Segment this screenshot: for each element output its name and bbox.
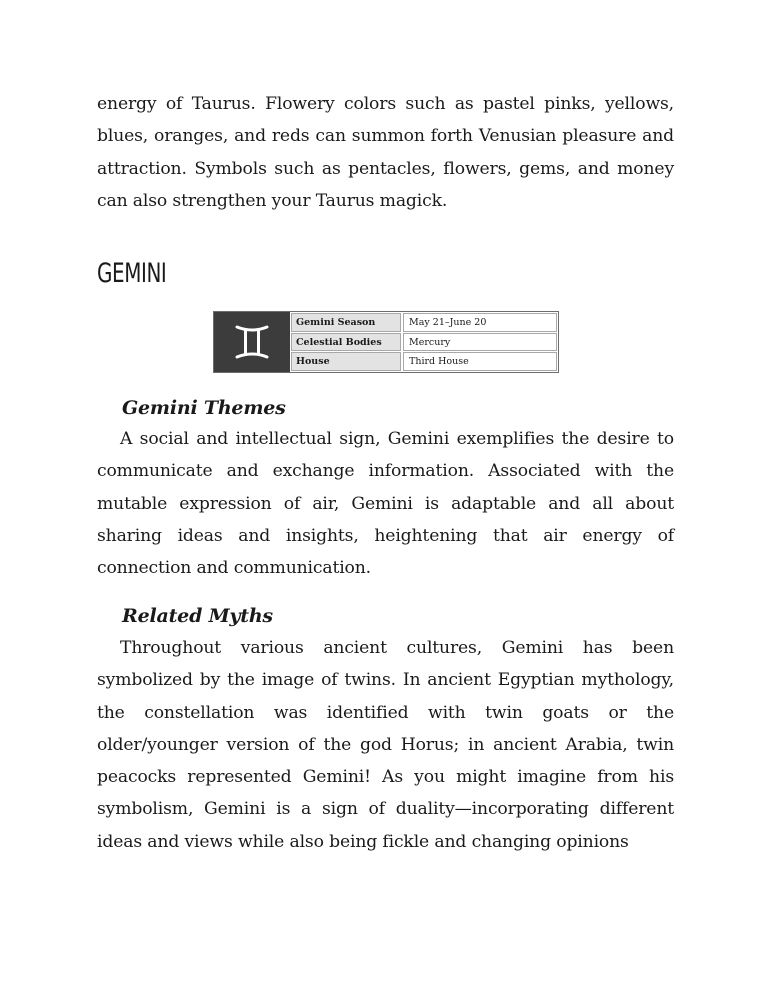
myths-paragraph: Throughout various ancient cultures, Gemini has been symbolized by the image of twins. In ancient Egyptian mythology, the constellation was identified with twin goats or the older/younger version of the god Horus; in ancient Arabia, twin peacocks represented Gemini! As you might imagine from his symbolism, Gemini is a sign of duality—incorporating different ideas and views while also being fickle and changing opinions	[97, 638, 674, 852]
themes-paragraph: A social and intellectual sign, Gemini exemplifies the desire to communicate and exchange information. Associated with the mutable expression of air, Gemini is adaptable and all about sharing ideas and insights, heightening that air energy of connection and communication.	[97, 429, 674, 579]
info-row-celestial-bodies	[291, 333, 557, 352]
info-row-house	[291, 352, 557, 371]
myths-heading: Related Myths	[122, 605, 273, 627]
info-rows	[290, 312, 558, 372]
gemini-symbol-icon	[214, 312, 290, 372]
gemini-symbol-svg	[232, 322, 272, 362]
section-title: GEMINI	[97, 258, 167, 289]
intro-paragraph: energy of Taurus. Flowery colors such as pastel pinks, yellows, blues, oranges, and reds can summon forth Venusian pleasure and attraction. Symbols such as pentacles, flowers, gems, and money can also strengthen your Taurus magick.	[97, 94, 674, 211]
info-value: May 21–June 20	[403, 313, 557, 332]
info-table	[213, 311, 559, 373]
info-label: House	[291, 352, 401, 371]
info-row-season	[291, 313, 557, 332]
info-value: Third House	[403, 352, 557, 371]
info-label: Gemini Season	[291, 313, 401, 332]
info-label: Celestial Bodies	[291, 333, 401, 352]
themes-heading: Gemini Themes	[122, 397, 286, 419]
info-value: Mercury	[403, 333, 557, 352]
